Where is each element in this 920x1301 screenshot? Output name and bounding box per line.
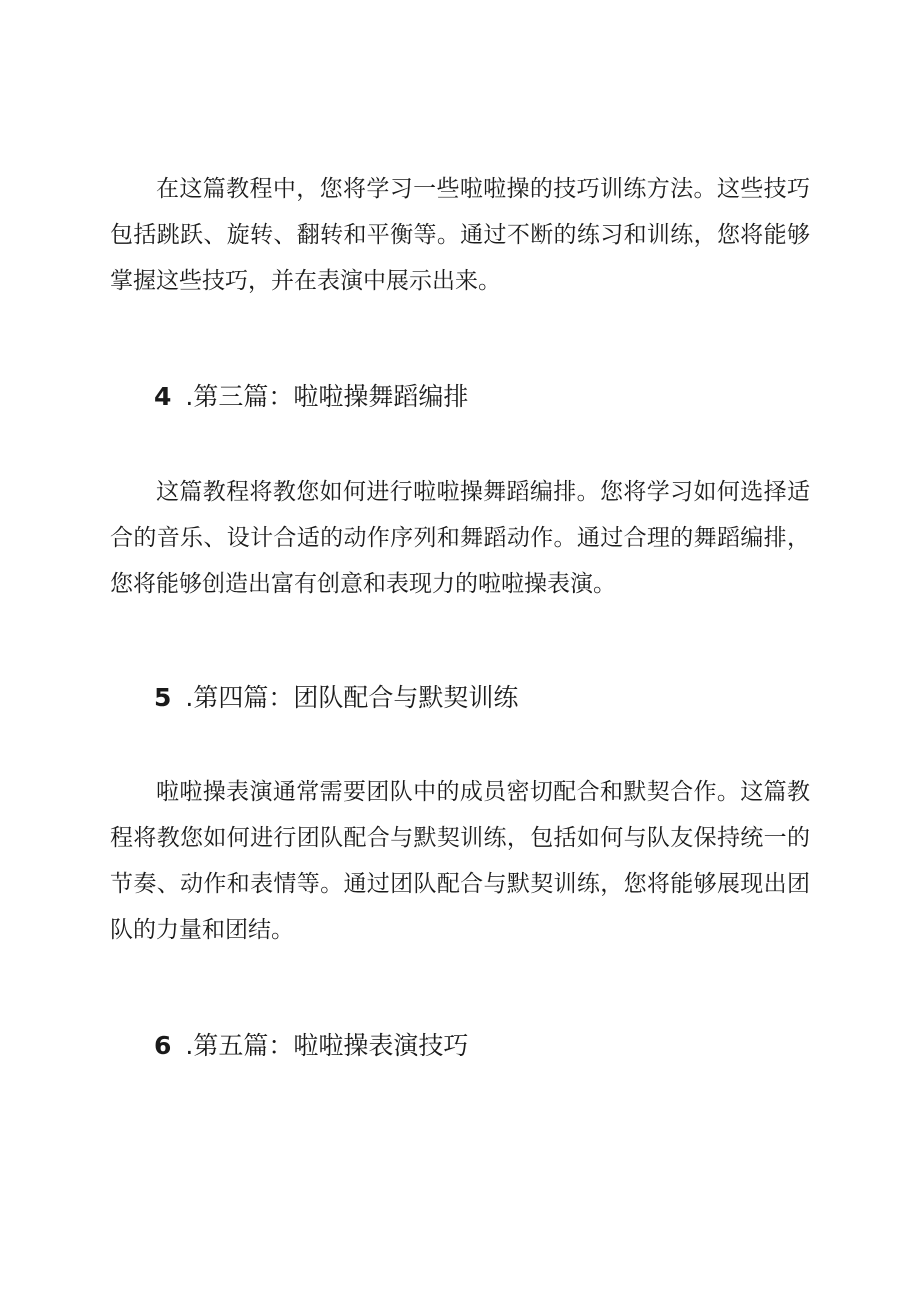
paragraph-skills-training: 在这篇教程中，您将学习一些啦啦操的技巧训练方法。这些技巧包括跳跃、旋转、翻转和平衡等。通过不断的练习和训练，您将能够掌握这些技巧，并在表演中展示出来。 [110, 176, 810, 294]
section-number: 4 [154, 382, 172, 411]
section-title: .第四篇：团队配合与默契训练 [185, 683, 519, 712]
section-title: .第三篇：啦啦操舞蹈编排 [185, 382, 469, 411]
section-heading-5 [154, 682, 814, 714]
section-number: 5 [154, 683, 172, 712]
section-number: 6 [154, 1031, 172, 1060]
section-title: .第五篇：啦啦操表演技巧 [185, 1031, 469, 1060]
paragraph-dance-choreography: 这篇教程将教您如何进行啦啦操舞蹈编排。您将学习如何选择适合的音乐、设计合适的动作序列和舞蹈动作。通过合理的舞蹈编排，您将能够创造出富有创意和表现力的啦啦操表演。 [110, 479, 810, 597]
paragraph-team-coordination: 啦啦操表演通常需要团队中的成员密切配合和默契合作。这篇教程将教您如何进行团队配合与默契训练，包括如何与队友保持统一的节奏、动作和表情等。通过团队配合与默契训练，您将能够展现出团队的力量和团结。 [110, 779, 810, 943]
section-heading-6 [154, 1030, 814, 1062]
section-heading-4 [154, 381, 814, 413]
